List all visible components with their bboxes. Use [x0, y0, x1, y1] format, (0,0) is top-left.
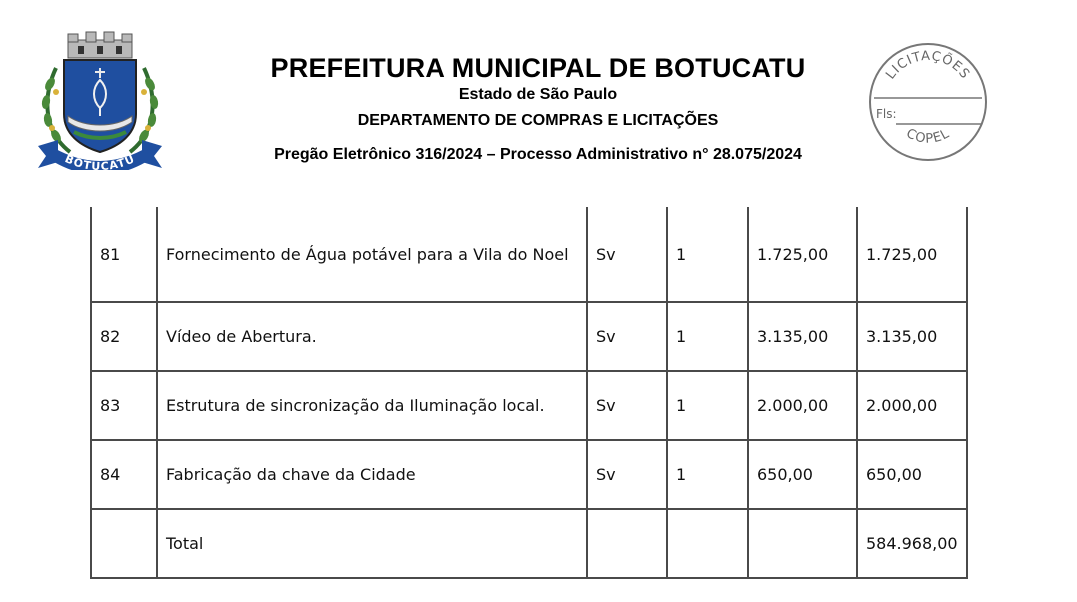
table-row — [91, 302, 967, 371]
total-empty-cell — [587, 509, 667, 578]
table-row — [91, 207, 967, 302]
item-number: 84 — [91, 440, 157, 509]
department-subtitle: DEPARTAMENTO DE COMPRAS E LICITAÇÕES — [357, 112, 719, 129]
table-row — [91, 371, 967, 440]
table-row — [91, 440, 967, 509]
svg-text:COPEL — [904, 126, 953, 147]
item-quantity: 1 — [667, 207, 748, 302]
licitacoes-stamp-icon — [866, 40, 990, 164]
item-total: 2.000,00 — [857, 371, 967, 440]
items-table — [90, 207, 968, 579]
item-unit-price: 2.000,00 — [748, 371, 857, 440]
item-quantity: 1 — [667, 302, 748, 371]
item-unit: Sv — [587, 207, 667, 302]
item-unit-price: 3.135,00 — [748, 302, 857, 371]
total-empty-cell — [748, 509, 857, 578]
item-total: 1.725,00 — [857, 207, 967, 302]
document-header — [200, 52, 876, 168]
item-quantity: 1 — [667, 440, 748, 509]
item-unit-price: 650,00 — [748, 440, 857, 509]
crest-ribbon-text: BOTUCATU — [62, 152, 138, 170]
state-subtitle: Estado de São Paulo — [458, 86, 618, 103]
item-description: Fabricação da chave da Cidade — [157, 440, 587, 509]
item-number: 82 — [91, 302, 157, 371]
item-description: Vídeo de Abertura. — [157, 302, 587, 371]
stamp-top-text: LICITAÇÕES — [883, 48, 973, 83]
item-description: Fornecimento de Água potável para a Vila do Noel — [157, 207, 587, 302]
stamp-bottom-text: COPEL — [903, 126, 953, 147]
botucatu-coat-of-arms-icon — [34, 28, 166, 170]
item-unit: Sv — [587, 371, 667, 440]
total-value: 584.968,00 — [857, 509, 967, 578]
item-description: Estrutura de sincronização da Iluminação local. — [157, 371, 587, 440]
item-unit: Sv — [587, 440, 667, 509]
item-total: 3.135,00 — [857, 302, 967, 371]
item-quantity: 1 — [667, 371, 748, 440]
total-empty-cell — [667, 509, 748, 578]
item-unit-price: 1.725,00 — [748, 207, 857, 302]
stamp-fls-label: Fls: — [876, 107, 897, 121]
item-total: 650,00 — [857, 440, 967, 509]
item-number: 81 — [91, 207, 157, 302]
item-number: 83 — [91, 371, 157, 440]
total-label: Total — [157, 509, 587, 578]
process-subtitle: Pregão Eletrônico 316/2024 – Processo Administrativo n° 28.075/2024 — [274, 146, 802, 163]
svg-text:BOTUCATU — [63, 152, 137, 170]
total-row — [91, 509, 967, 578]
page-title: PREFEITURA MUNICIPAL DE BOTUCATU — [270, 53, 806, 83]
total-empty-cell — [91, 509, 157, 578]
item-unit: Sv — [587, 302, 667, 371]
